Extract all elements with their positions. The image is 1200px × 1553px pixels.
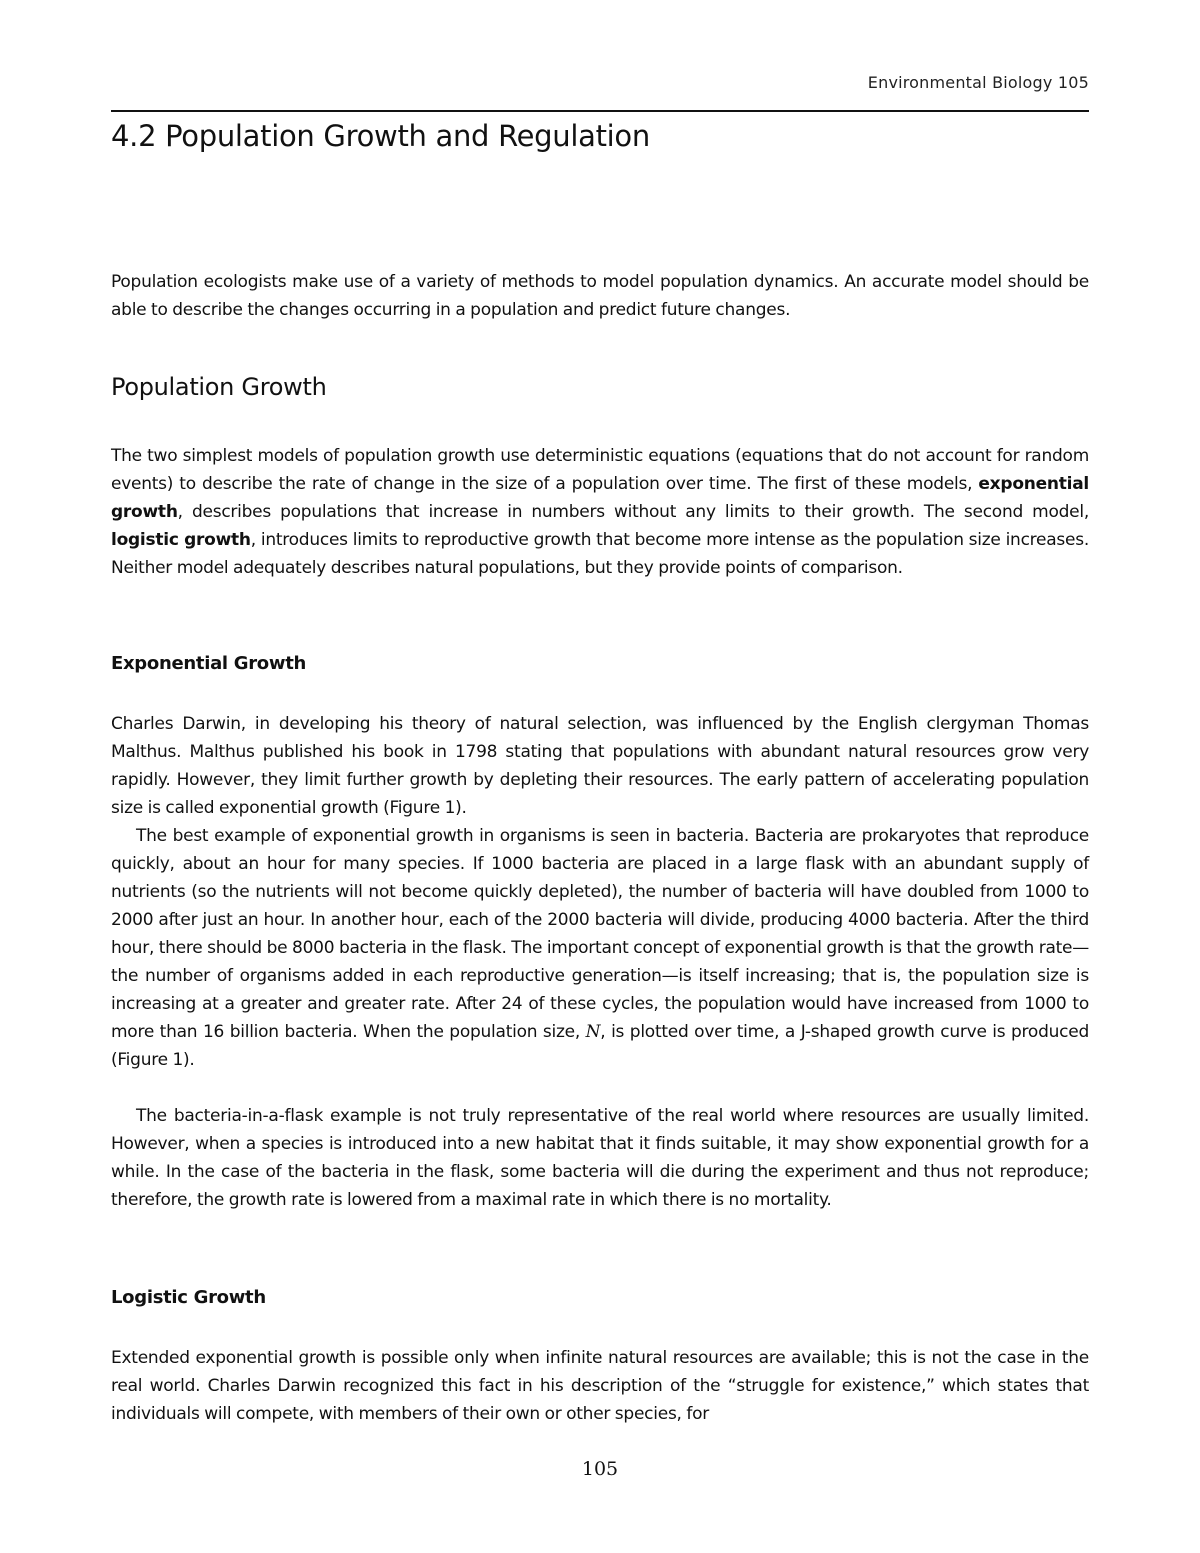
term-exponential-growth: exponential growth: [111, 474, 1089, 522]
text-segment: The two simplest models of population growth use deterministic equations (equations that do not account for random events) to describe the rate of change in the size of a population over time. The first of these models,: [111, 446, 1089, 494]
exponential-paragraph-3: The bacteria-in-a-flask example is not truly representative of the real world where resources are usually limited. However, when a species is introduced into a new habitat that it finds suitable, it may show exponential growth for a while. In the case of the bacteria in the flask, some bacteria will die during the experiment and thus not reproduce; therefore, the growth rate is lowered from a maximal rate in which there is no mortality.: [111, 1106, 1089, 1210]
text-segment: , introduces limits to reproductive growth that become more intense as the population size increases. Neither model adequately describes natural populations, but they provide points of comparison.: [111, 530, 1089, 578]
chapter-title: 4.2 Population Growth and Regulation: [111, 119, 650, 153]
header-rule: [111, 110, 1089, 112]
logistic-paragraph-1: Extended exponential growth is possible only when infinite natural resources are available; this is not the case in the real world. Charles Darwin recognized this fact in his description of the “struggle for existence,” which states that individuals will compete, with members of their own or other species, for: [111, 1348, 1089, 1424]
subsection-title-logistic-growth: Logistic Growth: [111, 1287, 266, 1308]
population-growth-paragraph: [111, 442, 1089, 582]
running-header: Environmental Biology 105: [867, 73, 1089, 92]
text-segment: , describes populations that increase in numbers without any limits to their growth. The second model,: [177, 502, 1089, 522]
section-title-population-growth: Population Growth: [111, 373, 327, 401]
term-logistic-growth: logistic growth: [111, 530, 251, 550]
intro-paragraph: Population ecologists make use of a variety of methods to model population dynamics. An accurate model should be able to describe the changes occurring in a population and predict future changes.: [111, 272, 1089, 320]
exponential-paragraph-1: Charles Darwin, in developing his theory of natural selection, was influenced by the English clergyman Thomas Malthus. Malthus published his book in 1798 stating that populations with abundant natural resources grow very rapidly. However, they limit further growth by depleting their resources. The early pattern of accelerating population size is called exponential growth (Figure 1).: [111, 714, 1089, 818]
subsection-title-exponential-growth: Exponential Growth: [111, 653, 307, 674]
text-segment: The best example of exponential growth in organisms is seen in bacteria. Bacteria are prokaryotes that reproduce quickly, about an hour for many species. If 1000 bacteria are placed in a large flask with an abundant supply of nutrients (so the nutrients will not become quickly depleted), the number of bacteria will have doubled from 1000 to 2000 after just an hour. In another hour, each of the 2000 bacteria will divide, producing 4000 bacteria. After the third hour, there should be 8000 bacteria in the flask. The important concept of exponential growth is that the growth rate—the number of organisms added in each reproductive generation—is itself increasing; that is, the population size is increasing at a greater and greater rate. After 24 of these cycles, the population would have increased from 1000 to more than 16 billion bacteria. When the population size,: [111, 826, 1089, 1042]
page-number: 105: [581, 1458, 619, 1480]
exponential-paragraph-2: [111, 822, 1089, 1074]
text-segment: , is plotted over time, a J-shaped growth curve is produced (Figure 1).: [111, 1022, 1089, 1070]
variable-n: N: [585, 1022, 601, 1042]
